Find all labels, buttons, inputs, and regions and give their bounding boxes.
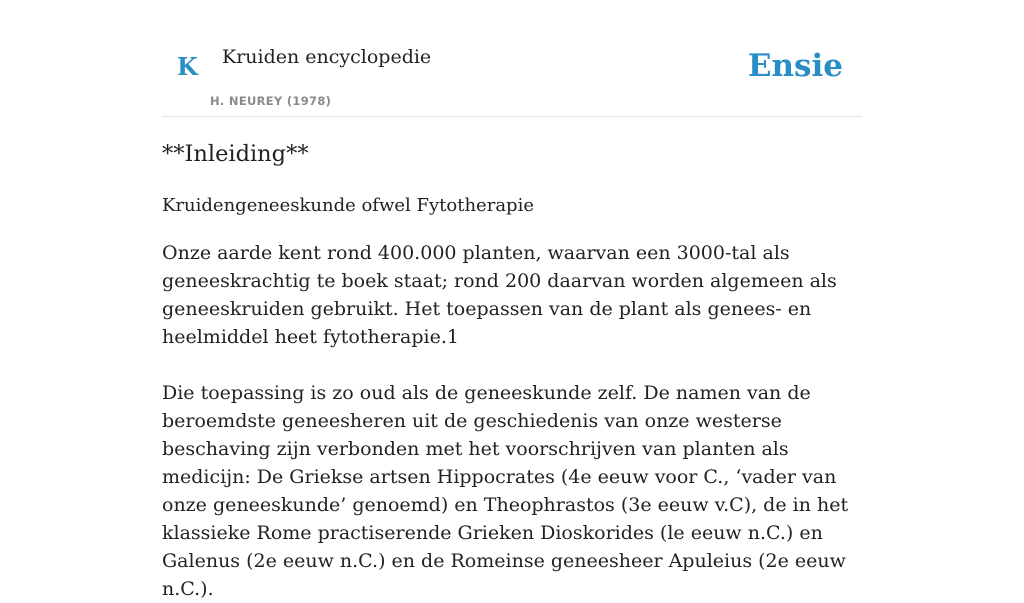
article-paragraph: Onze aarde kent rond 400.000 planten, waarvan een 3000-tal als geneeskrachtig te boek staat; rond 200 daarvan worden algemeen als geneeskruiden gebruikt. Het toepassen van de plant als genees- en heelmiddel heet fytotherapie.1 (162, 242, 837, 348)
book-author: H. NEUREY (1978) (210, 94, 332, 108)
book-title[interactable]: Kruiden encyclopedie (222, 46, 432, 68)
book-header (162, 0, 862, 117)
book-letter-logo[interactable]: K (177, 52, 198, 81)
article-content (162, 136, 862, 603)
article-paragraph: Die toepassing is zo oud als de geneeskunde zelf. De namen van de beroemdste geneesheren uit de geschiedenis van onze westerse beschaving zijn verbonden met het voorschrijven van planten als medicijn: De Griekse artsen Hippocrates (4e eeuw voor C., ‘vader van onze geneeskunde’ genoemd) en Theophrastos (3e eeuw v.C), de in het klassieke Rome practiserende Grieken Dioskorides (le eeuw n.C.) en Galenus (2e eeuw n.C.) en de Romeinse geneesheer Apuleius (2e eeuw n.C.). (162, 382, 849, 600)
article-subtitle: Kruidengeneeskunde ofwel Fytotherapie (162, 195, 534, 216)
ensie-brand-logo[interactable]: Ensie (747, 48, 843, 84)
article-heading: **Inleiding** (162, 141, 309, 167)
